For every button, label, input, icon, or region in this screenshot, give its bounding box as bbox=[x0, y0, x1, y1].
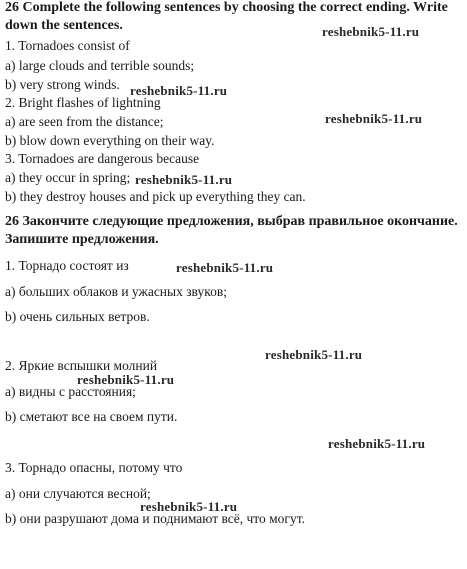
watermark: reshebnik5-11.ru bbox=[328, 436, 426, 451]
en-item: a) they occur in spring; bbox=[5, 170, 131, 185]
en-heading-line2: down the sentences. bbox=[5, 18, 123, 33]
en-item: 1. Tornadoes consist of bbox=[5, 38, 130, 53]
ru-item: 2. Яркие вспышки молний bbox=[5, 358, 158, 373]
ru-item: а) они случаются весной; bbox=[5, 486, 151, 501]
ru-item: а) видны с расстояния; bbox=[5, 384, 136, 399]
watermark: reshebnik5-11.ru bbox=[322, 24, 420, 39]
en-item: b) blow down everything on their way. bbox=[5, 133, 215, 148]
ru-item: 3. Торнадо опасны, потому что bbox=[5, 460, 183, 475]
ru-item: b) они разрушают дома и поднимают всё, что могут. bbox=[5, 511, 305, 526]
watermark: reshebnik5-11.ru bbox=[77, 372, 175, 387]
ru-item: а) больших облаков и ужасных звуков; bbox=[5, 284, 227, 299]
watermark: reshebnik5-11.ru bbox=[325, 111, 423, 126]
ru-heading-line1: 26 Закончите следующие предложения, выбрав правильное окончание. bbox=[5, 214, 458, 229]
watermark: reshebnik5-11.ru bbox=[130, 83, 228, 98]
watermark: reshebnik5-11.ru bbox=[140, 499, 238, 514]
en-item: 3. Tornadoes are dangerous because bbox=[5, 151, 200, 166]
en-item: b) they destroy houses and pick up everything they can. bbox=[5, 189, 306, 204]
ru-heading-line2: Запишите предложения. bbox=[5, 232, 159, 247]
watermark: reshebnik5-11.ru bbox=[265, 347, 363, 362]
en-item: 2. Bright flashes of lightning bbox=[5, 95, 161, 110]
ru-item: b) очень сильных ветров. bbox=[5, 309, 150, 324]
en-item: a) are seen from the distance; bbox=[5, 114, 164, 129]
en-item: a) large clouds and terrible sounds; bbox=[5, 58, 195, 73]
en-item: b) very strong winds. bbox=[5, 77, 120, 92]
ru-item: b) сметают все на своем пути. bbox=[5, 409, 178, 424]
ru-item: 1. Торнадо состоят из bbox=[5, 258, 129, 273]
watermark: reshebnik5-11.ru bbox=[176, 260, 274, 275]
en-heading-line1: 26 Complete the following sentences by choosing the correct ending. Write bbox=[5, 0, 448, 15]
watermark: reshebnik5-11.ru bbox=[135, 172, 233, 187]
